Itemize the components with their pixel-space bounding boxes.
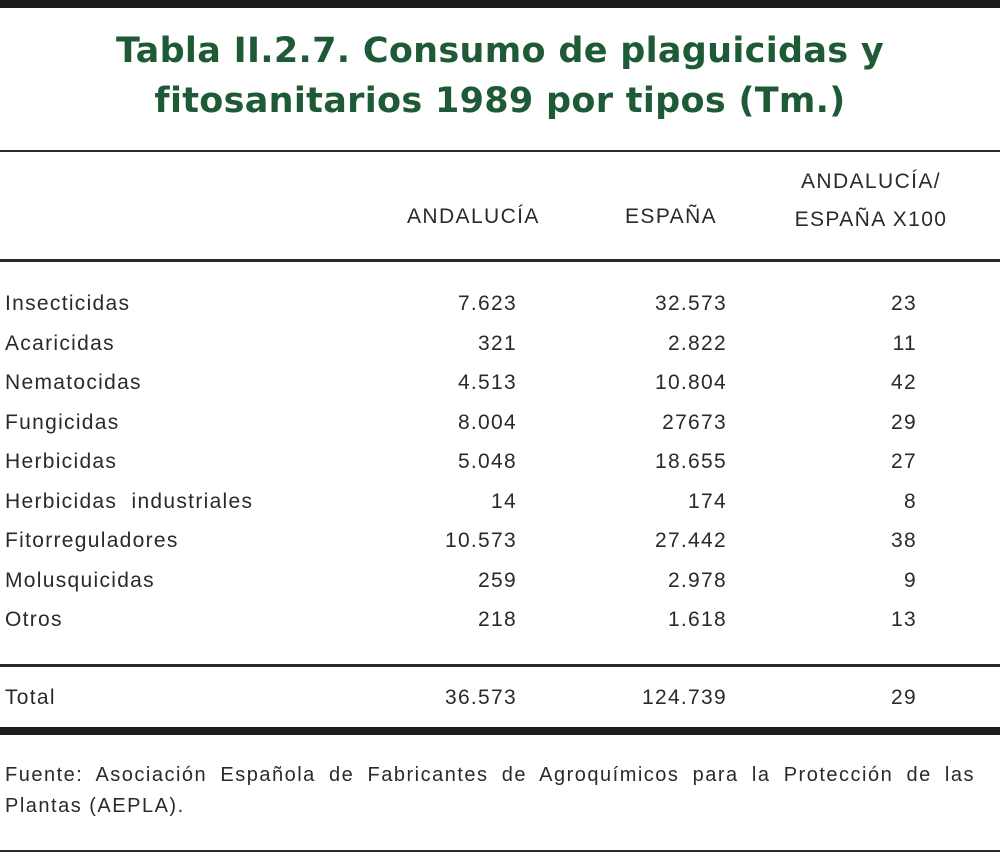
- espana-value: 18.655: [654, 450, 727, 473]
- andalucia-value: 259: [478, 568, 517, 592]
- espana-value: 32.573: [654, 292, 727, 315]
- espana-value: 27673: [662, 410, 727, 434]
- bottom-rule: [0, 850, 1000, 852]
- espana-value: 2.822: [667, 331, 727, 355]
- andalucia-value: 14: [491, 489, 517, 513]
- total-andalucia-value: 36.573: [444, 686, 517, 709]
- table-row: [0, 365, 1000, 405]
- top-thick-rule: [0, 0, 1000, 8]
- andalucia-value: 8.004: [457, 410, 517, 434]
- row-label: Insecticidas: [5, 292, 131, 315]
- ratio-value: 27: [891, 450, 917, 473]
- andalucia-value: 218: [478, 608, 517, 631]
- table-row: [0, 602, 1000, 642]
- table-row: [0, 405, 1000, 445]
- andalucia-value: 321: [478, 331, 517, 355]
- ratio-value: 9: [904, 568, 917, 592]
- ratio-value: 8: [904, 489, 917, 513]
- table-row: [0, 563, 1000, 603]
- total-top-rule: [0, 664, 1000, 667]
- ratio-value: 38: [891, 529, 917, 552]
- row-label: Nematocidas: [5, 371, 142, 394]
- andalucia-value: 4.513: [457, 371, 517, 394]
- espana-value: 1.618: [667, 608, 727, 631]
- header-bottom-rule: [0, 259, 1000, 262]
- ratio-value: 23: [891, 292, 917, 315]
- total-ratio-value: 29: [891, 686, 917, 709]
- total-label: Total: [5, 686, 56, 709]
- espana-value: 27.442: [654, 529, 727, 552]
- column-header-espana: ESPAÑA: [625, 205, 718, 228]
- espana-value: 10.804: [654, 371, 727, 394]
- total-bottom-thick-rule: [0, 727, 1000, 735]
- ratio-value: 13: [891, 608, 917, 631]
- total-row: [0, 680, 1000, 720]
- total-espana-value: 124.739: [641, 686, 727, 709]
- andalucia-value: 7.623: [457, 292, 517, 315]
- source-note: Fuente: Asociación Española de Fabricantes de Agroquímicos para la Protección de las Plantas (AEPLA).: [5, 764, 975, 817]
- table-row: [0, 523, 1000, 563]
- table-title: [0, 26, 1000, 126]
- row-label: Herbicidas: [5, 450, 118, 473]
- header-top-rule: [0, 150, 1000, 152]
- ratio-value: 11: [892, 331, 917, 355]
- row-label: Molusquicidas: [5, 568, 155, 592]
- table-row: [0, 286, 1000, 326]
- row-label: Acaricidas: [5, 331, 115, 355]
- ratio-value: 42: [891, 371, 917, 394]
- andalucia-value: 5.048: [457, 450, 517, 473]
- column-header-ratio-line-1: ANDALUCÍA/: [800, 170, 942, 193]
- column-header-ratio: [776, 163, 966, 239]
- table-row: [0, 444, 1000, 484]
- row-label: Herbicidas industriales: [5, 489, 254, 513]
- espana-value: 174: [688, 489, 727, 513]
- column-header-ratio-line-2: ESPAÑA X100: [794, 208, 948, 231]
- row-label: Fitorreguladores: [5, 529, 179, 552]
- table-row: [0, 484, 1000, 524]
- table-title-line-2: fitosanitarios 1989 por tipos (Tm.): [154, 81, 846, 121]
- row-label: Otros: [5, 608, 63, 631]
- espana-value: 2.978: [667, 568, 727, 592]
- table-body: [0, 286, 1000, 642]
- ratio-value: 29: [891, 410, 917, 434]
- table-row: [0, 326, 1000, 366]
- row-label: Fungicidas: [5, 410, 120, 434]
- andalucia-value: 10.573: [444, 529, 517, 552]
- column-header-andalucia: ANDALUCÍA: [407, 205, 540, 228]
- table-title-line-1: Tabla II.2.7. Consumo de plaguicidas y: [115, 31, 885, 71]
